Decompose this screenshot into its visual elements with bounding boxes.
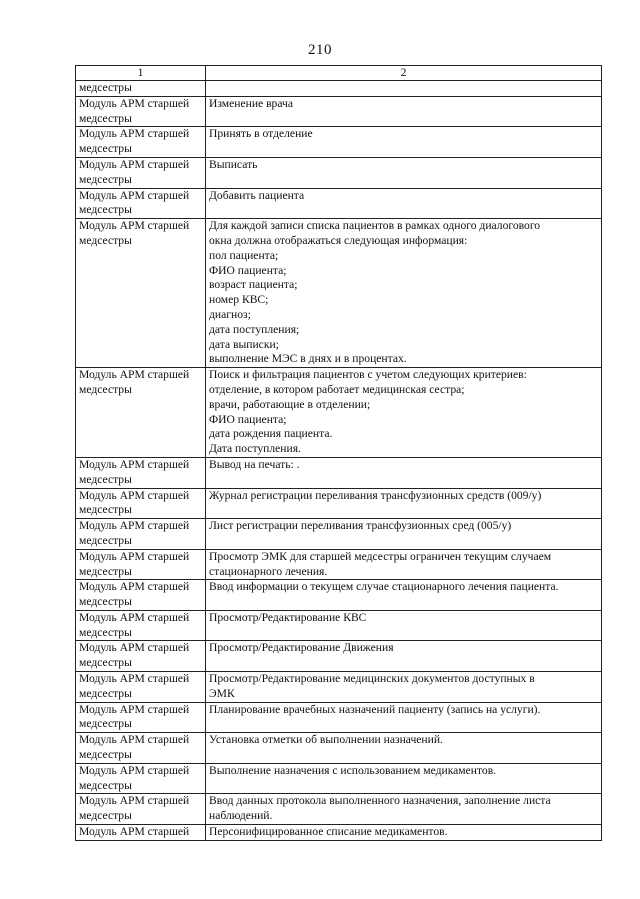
module-cell bbox=[76, 219, 206, 368]
cell-text-line: медсестры bbox=[79, 656, 132, 670]
cell-text-line: медсестры bbox=[79, 717, 132, 731]
cell-text-line: Персонифицированное списание медикаментов. bbox=[209, 825, 448, 839]
table-row bbox=[76, 188, 602, 219]
cell-text-line: медсестры bbox=[79, 625, 132, 639]
module-cell bbox=[76, 488, 206, 519]
module-cell bbox=[76, 188, 206, 219]
function-cell bbox=[206, 157, 602, 188]
table-row bbox=[76, 488, 602, 519]
cell-text-line: медсестры bbox=[79, 595, 132, 609]
module-cell bbox=[76, 641, 206, 672]
page-number: 210 bbox=[308, 42, 332, 58]
cell-text-line: Выполнение назначения с использованием медикаментов. bbox=[209, 763, 497, 777]
cell-text-line: Модуль АРМ старшей bbox=[79, 188, 190, 202]
table-row bbox=[76, 219, 602, 368]
function-cell bbox=[206, 610, 602, 641]
table-row bbox=[76, 81, 602, 97]
cell-text-line: медсестры bbox=[79, 748, 132, 762]
cell-text-line: Просмотр/Редактирование КВС bbox=[209, 610, 367, 624]
function-cell bbox=[206, 457, 602, 488]
cell-text-line: стационарного лечения. bbox=[209, 564, 328, 578]
module-cell bbox=[76, 127, 206, 158]
function-cell bbox=[206, 519, 602, 550]
table-row bbox=[76, 641, 602, 672]
module-cell bbox=[76, 610, 206, 641]
cell-text-line: медсестры bbox=[79, 81, 132, 94]
table-row bbox=[76, 825, 602, 841]
cell-text-line: медсестры bbox=[79, 142, 132, 156]
cell-text-line: Просмотр/Редактирование Движения bbox=[209, 641, 394, 655]
module-cell bbox=[76, 96, 206, 127]
function-cell bbox=[206, 488, 602, 519]
cell-text-line: дата поступления; bbox=[209, 322, 300, 336]
cell-text-line: Изменение врача bbox=[209, 96, 294, 110]
table-row bbox=[76, 368, 602, 458]
table-header-row bbox=[76, 66, 602, 81]
cell-text-line: ФИО пациента; bbox=[209, 412, 287, 426]
cell-text-line: Модуль АРМ старшей bbox=[79, 127, 190, 141]
cell-text-line: медсестры bbox=[79, 472, 132, 486]
module-cell bbox=[76, 81, 206, 97]
cell-text-line: Модуль АРМ старшей bbox=[79, 825, 190, 839]
table-row bbox=[76, 519, 602, 550]
module-cell bbox=[76, 825, 206, 841]
function-cell bbox=[206, 188, 602, 219]
cell-text-line: Модуль АРМ старшей bbox=[79, 96, 190, 110]
module-cell bbox=[76, 702, 206, 733]
cell-text-line: дата рождения пациента. bbox=[209, 427, 333, 441]
cell-text-line: Модуль АРМ старшей bbox=[79, 549, 190, 563]
function-cell bbox=[206, 549, 602, 580]
cell-text-line: медсестры bbox=[79, 382, 132, 396]
table-row bbox=[76, 610, 602, 641]
cell-text-line: медсестры bbox=[79, 233, 132, 247]
table-row bbox=[76, 549, 602, 580]
cell-text-line: Принять в отделение bbox=[209, 127, 313, 141]
module-cell bbox=[76, 519, 206, 550]
table-row bbox=[76, 763, 602, 794]
cell-text-line: Модуль АРМ старшей bbox=[79, 702, 190, 716]
module-cell bbox=[76, 549, 206, 580]
cell-text-line: медсестры bbox=[79, 203, 132, 217]
cell-text-line: Выписать bbox=[209, 157, 258, 171]
column-header-2: 2 bbox=[206, 66, 602, 81]
cell-text-line: Модуль АРМ старшей bbox=[79, 580, 190, 594]
cell-text-line: Модуль АРМ старшей bbox=[79, 368, 190, 382]
cell-text-line: медсестры bbox=[79, 686, 132, 700]
function-cell bbox=[206, 580, 602, 611]
cell-text-line: медсестры bbox=[79, 533, 132, 547]
module-cell bbox=[76, 368, 206, 458]
cell-text-line: врачи, работающие в отделении; bbox=[209, 397, 371, 411]
function-cell bbox=[206, 763, 602, 794]
module-cell bbox=[76, 763, 206, 794]
cell-text-line: Лист регистрации переливания трансфузионных сред (005/у) bbox=[209, 519, 512, 533]
function-cell bbox=[206, 672, 602, 703]
cell-text-line: окна должна отображаться следующая информация: bbox=[209, 233, 468, 247]
cell-text-line: медсестры bbox=[79, 172, 132, 186]
cell-text-line: Ввод информации о текущем случае стационарного лечения пациента. bbox=[209, 580, 559, 594]
cell-text-line: медсестры bbox=[79, 503, 132, 517]
cell-text-line: медсестры bbox=[79, 564, 132, 578]
table-row bbox=[76, 580, 602, 611]
table-row bbox=[76, 672, 602, 703]
cell-text-line: Модуль АРМ старшей bbox=[79, 519, 190, 533]
cell-text-line: номер КВС; bbox=[209, 293, 269, 307]
function-cell bbox=[206, 641, 602, 672]
function-cell bbox=[206, 368, 602, 458]
cell-text-line: Вывод на печать: . bbox=[209, 457, 300, 471]
module-cell bbox=[76, 157, 206, 188]
cell-text-line: Просмотр/Редактирование медицинских документов доступных в bbox=[209, 672, 535, 686]
cell-text-line: Модуль АРМ старшей bbox=[79, 157, 190, 171]
cell-text-line: Установка отметки об выполнении назначений. bbox=[209, 733, 443, 747]
table-row bbox=[76, 127, 602, 158]
cell-text-line: Планирование врачебных назначений пациенту (запись на услуги). bbox=[209, 702, 541, 716]
table-row bbox=[76, 96, 602, 127]
function-cell bbox=[206, 825, 602, 841]
cell-text-line: Дата поступления. bbox=[209, 442, 301, 456]
table-row bbox=[76, 794, 602, 825]
module-cell bbox=[76, 794, 206, 825]
cell-text-line: Модуль АРМ старшей bbox=[79, 672, 190, 686]
column-header-1: 1 bbox=[76, 66, 206, 81]
function-cell bbox=[206, 794, 602, 825]
cell-text-line: отделение, в котором работает медицинская сестра; bbox=[209, 382, 465, 396]
cell-text-line: Модуль АРМ старшей bbox=[79, 763, 190, 777]
function-cell bbox=[206, 127, 602, 158]
cell-text-line bbox=[209, 81, 598, 96]
cell-text-line: Поиск и фильтрация пациентов с учетом следующих критериев: bbox=[209, 368, 527, 382]
function-cell bbox=[206, 81, 602, 97]
cell-text-line: Модуль АРМ старшей bbox=[79, 610, 190, 624]
function-cell bbox=[206, 702, 602, 733]
cell-text-line: Ввод данных протокола выполненного назначения, заполнение листа bbox=[209, 794, 551, 808]
cell-text-line: ФИО пациента; bbox=[209, 263, 287, 277]
cell-text-line: Добавить пациента bbox=[209, 188, 305, 202]
table-row bbox=[76, 157, 602, 188]
cell-text-line: Модуль АРМ старшей bbox=[79, 457, 190, 471]
module-cell bbox=[76, 733, 206, 764]
cell-text-line: медсестры bbox=[79, 111, 132, 125]
cell-text-line: медсестры bbox=[79, 778, 132, 792]
cell-text-line: Модуль АРМ старшей bbox=[79, 733, 190, 747]
cell-text-line: ЭМК bbox=[209, 686, 235, 700]
cell-text-line: дата выписки; bbox=[209, 337, 279, 351]
table-row bbox=[76, 702, 602, 733]
cell-text-line: наблюдений. bbox=[209, 809, 273, 823]
cell-text-line: Модуль АРМ старшей bbox=[79, 488, 190, 502]
module-cell bbox=[76, 672, 206, 703]
module-cell bbox=[76, 457, 206, 488]
module-cell bbox=[76, 580, 206, 611]
function-cell bbox=[206, 96, 602, 127]
cell-text-line: Модуль АРМ старшей bbox=[79, 641, 190, 655]
cell-text-line: возраст пациента; bbox=[209, 278, 298, 292]
cell-text-line: диагноз; bbox=[209, 307, 251, 321]
requirements-table bbox=[75, 65, 602, 841]
function-cell bbox=[206, 733, 602, 764]
cell-text-line: Модуль АРМ старшей bbox=[79, 219, 190, 233]
cell-text-line: медсестры bbox=[79, 809, 132, 823]
cell-text-line: Журнал регистрации переливания трансфузионных средств (009/у) bbox=[209, 488, 542, 502]
cell-text-line: Для каждой записи списка пациентов в рамках одного диалогового bbox=[209, 219, 541, 233]
cell-text-line: пол пациента; bbox=[209, 248, 279, 262]
function-cell bbox=[206, 219, 602, 368]
cell-text-line: выполнение МЭС в днях и в процентах. bbox=[209, 352, 407, 366]
cell-text-line: Модуль АРМ старшей bbox=[79, 794, 190, 808]
table-row bbox=[76, 733, 602, 764]
cell-text-line: Просмотр ЭМК для старшей медсестры ограничен текущим случаем bbox=[209, 549, 552, 563]
table-row bbox=[76, 457, 602, 488]
table-body bbox=[76, 81, 602, 841]
